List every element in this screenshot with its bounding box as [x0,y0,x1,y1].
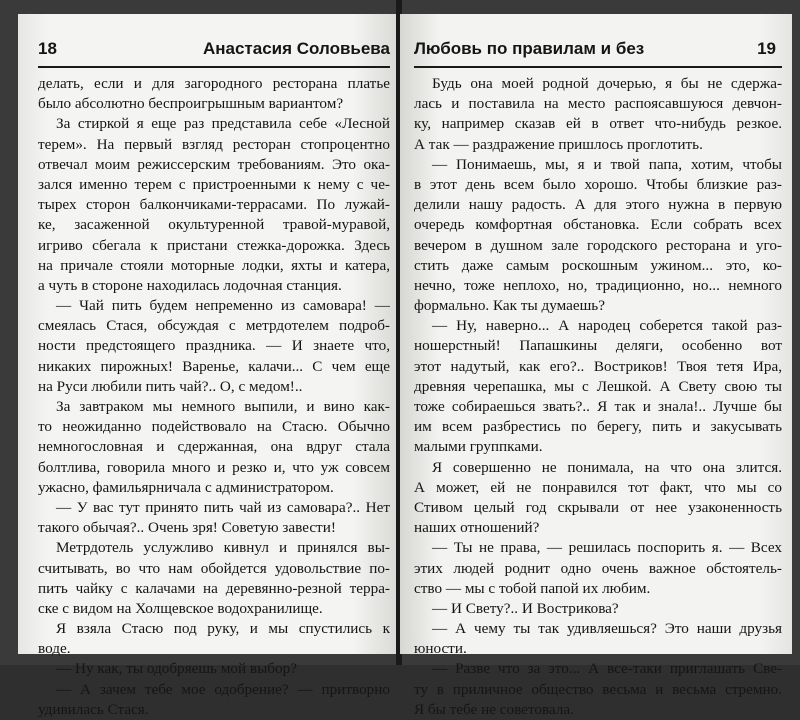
text-line: Я бы тебе не советовала. [414,700,574,718]
text-line: формально. Как ты думаешь? [414,297,605,315]
right-page [400,14,792,718]
text-line: ке, засаженной окультуренной травой-муравой, [38,216,390,234]
text-line: нечно, тоже неплохо, но, традиционно, но... немного [414,276,782,294]
text-line: Метрдотель услужливо кивнул и принялся вы- [56,539,390,557]
text-line: стить даже самым роскошным ужином... это, ко- [414,256,782,274]
text-line: никаких пирожных! Варенье, калачи... С чем еще [38,357,390,375]
text-line: А так — раздражение пришлось проглотить. [414,135,703,153]
text-line: ство — мы с тобой папой их любим. [414,579,651,597]
text-line: пить чайку с калачами на деревянно-резной терра- [38,579,390,597]
text-line: удивилась Стася. [38,700,149,718]
text-line: то неожиданно подействовало на Стасю. Обычно [38,418,390,436]
text-line: — Ну как, ты одобряешь мой выбор? [56,660,297,678]
text-line: лась и поставила на место распоясавшуюся девчон- [414,95,782,113]
text-line: Я взяла Стасю под руку, и мы спустились к [56,620,390,638]
text-line: ку, например сказав ей в ответ что-нибудь резкое. [414,115,782,133]
text-line: — А зачем тебе мое одобрение? — притворно [56,680,390,698]
text-line: делать, если и для загородного ресторана платье [38,75,390,92]
text-line: ске с видом на Холщевское водохранилище. [38,599,323,617]
text-line: такого обычая?.. Очень зря! Советую завести! [38,519,336,537]
text-line: делили нашу радость. А для этого нужна в первую [414,196,782,214]
left-running-head [38,36,390,68]
text-line: этих людей роднит одно очень важное обстоятель- [414,559,782,577]
text-line: — Ну, наверно... А народец соберется такой раз- [432,317,782,335]
text-line: в этот день всем было хорошо. Чтобы близкие раз- [414,175,782,193]
text-line: им всем разбрестись по берегу, пить и закусывать [414,418,782,436]
text-line: — У вас тут принято пить чай из самовара?.. Нет [56,498,390,516]
text-line: А может, ей не понравился тот факт, что мы со [414,478,782,496]
left-page [18,14,398,718]
text-line: — Чай пить будем непременно из самовара! — [56,297,390,315]
text-line: малыми группками. [414,438,543,456]
text-line: юности. [414,640,467,658]
text-line: ужасно, фамильярничала с администратором. [38,478,334,496]
text-line: — Ты не права, — решилась поспорить я. — Всех [432,539,782,557]
text-line: очередь комфортная обстановка. Если собрать всех [414,216,782,234]
text-line: ношерстный! Папашкины деляги, особенно вот [414,337,782,355]
text-line: — Разве что за это... А все-таки приглашать Све- [432,660,782,678]
text-line: тоже собираешься звать?.. Я так и знала!.. Лучше бы [414,398,782,415]
text-line: — Понимаешь, мы, я и твой папа, хотим, чтобы [432,155,782,173]
text-line: За завтраком мы немного выпили, и вино как- [56,398,390,415]
text-line: смеялась Стася, обсуждая с метрдотелем подроб- [38,317,390,335]
text-line: Стивом целый год скрывали от нее узаконенность [414,498,782,516]
left-page-number: 18 [38,39,57,58]
text-line: немногословная и сдержанная, она вдруг стала [38,438,390,456]
right-page-number: 19 [757,39,776,58]
text-line: древняя черепашка, мы с Лешкой. А Свету свою ты [414,377,782,395]
text-line: ту в приличное общество весьма и весьма стремно. [414,680,782,698]
text-line: зался именно терем с пристроенными к нему с че- [38,175,390,193]
text-line: вечером в душном зале городского ресторана и уго- [414,236,782,254]
text-line: а чуть в стороне находилась лодочная станция. [38,276,342,294]
text-line: считывать, во что нам обойдется удовольствие по- [38,559,390,577]
text-line: Я совершенно не понимала, на что она злится. [432,458,782,476]
text-line: — А чему ты так удивляешься? Это наши друзья [432,620,782,638]
left-body-text [38,74,390,720]
text-line: игриво сбегала к пристани стежка-дорожка. Здесь [38,236,390,254]
text-line: на причале стояли моторные лодки, яхты и катера, [38,256,390,274]
text-line: Будь она моей родной дочерью, я бы не сдержа- [432,75,782,92]
text-line: терем». На первый взгляд ресторан стопроцентно [38,135,390,153]
text-line: За стиркой я еще раз представила себе «Лесной [56,115,390,133]
left-running-title: Анастасия Соловьева [202,39,390,58]
right-body-text [414,74,782,720]
text-line: наших отношений? [414,519,540,537]
text-line: ности предстоящего праздника. — И знаете что, [38,337,390,355]
right-running-head [414,36,782,68]
text-line: — И Свету?.. И Вострикова? [432,599,619,617]
text-line: воде. [38,640,71,658]
right-running-title: Любовь по правилам и без [414,39,645,58]
text-line: тырех сторон балкончиками-террасами. По лужай- [38,196,390,214]
text-line: на Руси любили пить чай?.. О, с медом!.. [38,377,303,395]
text-line: отвечал моим режиссерским требованиям. Это ока- [38,155,390,173]
text-line: этот надутый, как его?.. Востриков! Твоя тетя Ира, [414,357,782,375]
text-line: болтлива, говорила много и резко и, что уж совсем [38,458,390,476]
text-line: было абсолютно беспроигрышным вариантом? [38,95,344,113]
